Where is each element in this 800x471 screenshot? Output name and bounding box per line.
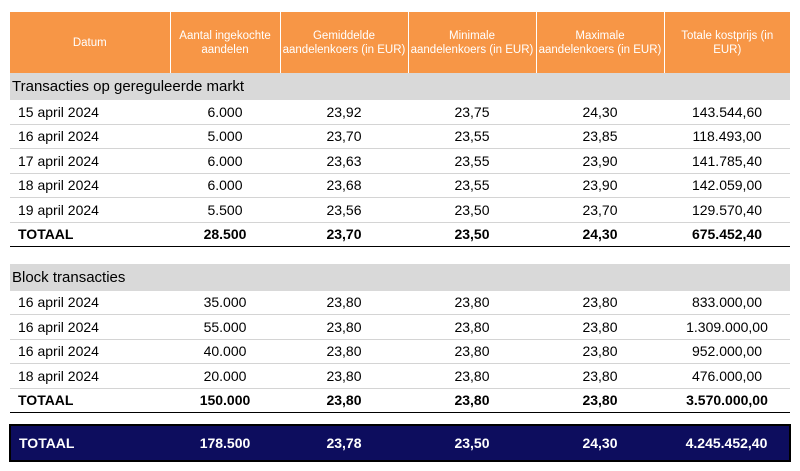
section-total-row (10, 222, 790, 246)
cell-date: 18 april 2024 (10, 173, 170, 198)
spacer-row (10, 412, 790, 425)
cell-value: 40.000 (170, 339, 280, 364)
cell-date: 16 april 2024 (10, 339, 170, 364)
cell-value: 23,90 (536, 173, 664, 198)
cell-date: 17 april 2024 (10, 149, 170, 174)
cell-value: 24,30 (536, 425, 664, 461)
cell-value: 833.000,00 (664, 291, 790, 315)
spacer-row (10, 246, 790, 264)
cell-value: 476.000,00 (664, 364, 790, 389)
cell-value: 23,70 (280, 222, 408, 246)
section-heading-row (10, 73, 790, 100)
cell-value: 23,80 (536, 315, 664, 340)
cell-value: 142.059,00 (664, 173, 790, 198)
table-row (10, 198, 790, 223)
table-row (10, 291, 790, 315)
cell-value: 23,85 (536, 124, 664, 149)
cell-value: 23,80 (280, 291, 408, 315)
section-title: Block transacties (10, 264, 790, 291)
table-header (10, 12, 790, 73)
header-gemiddelde: Gemiddelde aandelenkoers (in EUR) (280, 12, 408, 73)
cell-value: 5.500 (170, 198, 280, 223)
section-title: Transacties op gereguleerde markt (10, 73, 790, 100)
cell-value: 23,70 (536, 198, 664, 223)
cell-value: 150.000 (170, 388, 280, 412)
cell-value: 24,30 (536, 100, 664, 124)
header-aantal: Aantal ingekochte aandelen (170, 12, 280, 73)
cell-value: 23,80 (536, 388, 664, 412)
cell-value: 23,80 (536, 291, 664, 315)
cell-date: 16 april 2024 (10, 291, 170, 315)
cell-value: 23,55 (408, 149, 536, 174)
cell-value: 118.493,00 (664, 124, 790, 149)
header-datum: Datum (10, 12, 170, 73)
cell-value: 6.000 (170, 173, 280, 198)
cell-value: 23,78 (280, 425, 408, 461)
table-row (10, 315, 790, 340)
cell-value: 23,56 (280, 198, 408, 223)
cell-value: 675.452,40 (664, 222, 790, 246)
cell-value: 35.000 (170, 291, 280, 315)
cell-value: 23,80 (280, 315, 408, 340)
cell-value: 23,80 (408, 388, 536, 412)
cell-value: 1.309.000,00 (664, 315, 790, 340)
cell-value: 143.544,60 (664, 100, 790, 124)
cell-value: 24,30 (536, 222, 664, 246)
grand-total-row (10, 425, 790, 461)
cell-value: 23,50 (408, 222, 536, 246)
cell-value: 23,63 (280, 149, 408, 174)
cell-value: 23,80 (280, 388, 408, 412)
table-row (10, 149, 790, 174)
cell-value: 23,90 (536, 149, 664, 174)
cell-value: 6.000 (170, 100, 280, 124)
cell-value: 23,80 (280, 364, 408, 389)
cell-value: 4.245.452,40 (664, 425, 790, 461)
cell-value: 23,68 (280, 173, 408, 198)
cell-value: 3.570.000,00 (664, 388, 790, 412)
table-row (10, 173, 790, 198)
cell-value: 20.000 (170, 364, 280, 389)
cell-date: TOTAAL (10, 388, 170, 412)
cell-date: 19 april 2024 (10, 198, 170, 223)
cell-value: 141.785,40 (664, 149, 790, 174)
table-row (10, 124, 790, 149)
cell-value: 23,80 (536, 364, 664, 389)
header-minimale: Minimale aandelenkoers (in EUR) (408, 12, 536, 73)
cell-value: 23,92 (280, 100, 408, 124)
cell-value: 28.500 (170, 222, 280, 246)
table-row (10, 100, 790, 124)
table-body (10, 73, 790, 461)
cell-value: 178.500 (170, 425, 280, 461)
cell-value: 23,80 (408, 291, 536, 315)
header-maximale: Maximale aandelenkoers (in EUR) (536, 12, 664, 73)
cell-value: 55.000 (170, 315, 280, 340)
cell-value: 952.000,00 (664, 339, 790, 364)
cell-value: 129.570,40 (664, 198, 790, 223)
cell-value: 23,55 (408, 124, 536, 149)
cell-value: 23,75 (408, 100, 536, 124)
cell-value: 23,50 (408, 425, 536, 461)
cell-date: TOTAAL (10, 425, 170, 461)
cell-date: 16 april 2024 (10, 315, 170, 340)
cell-date: 16 april 2024 (10, 124, 170, 149)
section-heading-row (10, 264, 790, 291)
cell-value: 23,80 (408, 339, 536, 364)
share-buyback-table (9, 12, 791, 462)
cell-date: TOTAAL (10, 222, 170, 246)
section-total-row (10, 388, 790, 412)
cell-value: 23,55 (408, 173, 536, 198)
cell-value: 6.000 (170, 149, 280, 174)
cell-value: 23,70 (280, 124, 408, 149)
cell-value: 23,80 (536, 339, 664, 364)
header-totale-kostprijs: Totale kostprijs (in EUR) (664, 12, 790, 73)
cell-value: 23,80 (408, 364, 536, 389)
table-row (10, 339, 790, 364)
table-row (10, 364, 790, 389)
cell-value: 23,80 (280, 339, 408, 364)
cell-date: 15 april 2024 (10, 100, 170, 124)
cell-value: 23,80 (408, 315, 536, 340)
cell-date: 18 april 2024 (10, 364, 170, 389)
cell-value: 5.000 (170, 124, 280, 149)
cell-value: 23,50 (408, 198, 536, 223)
